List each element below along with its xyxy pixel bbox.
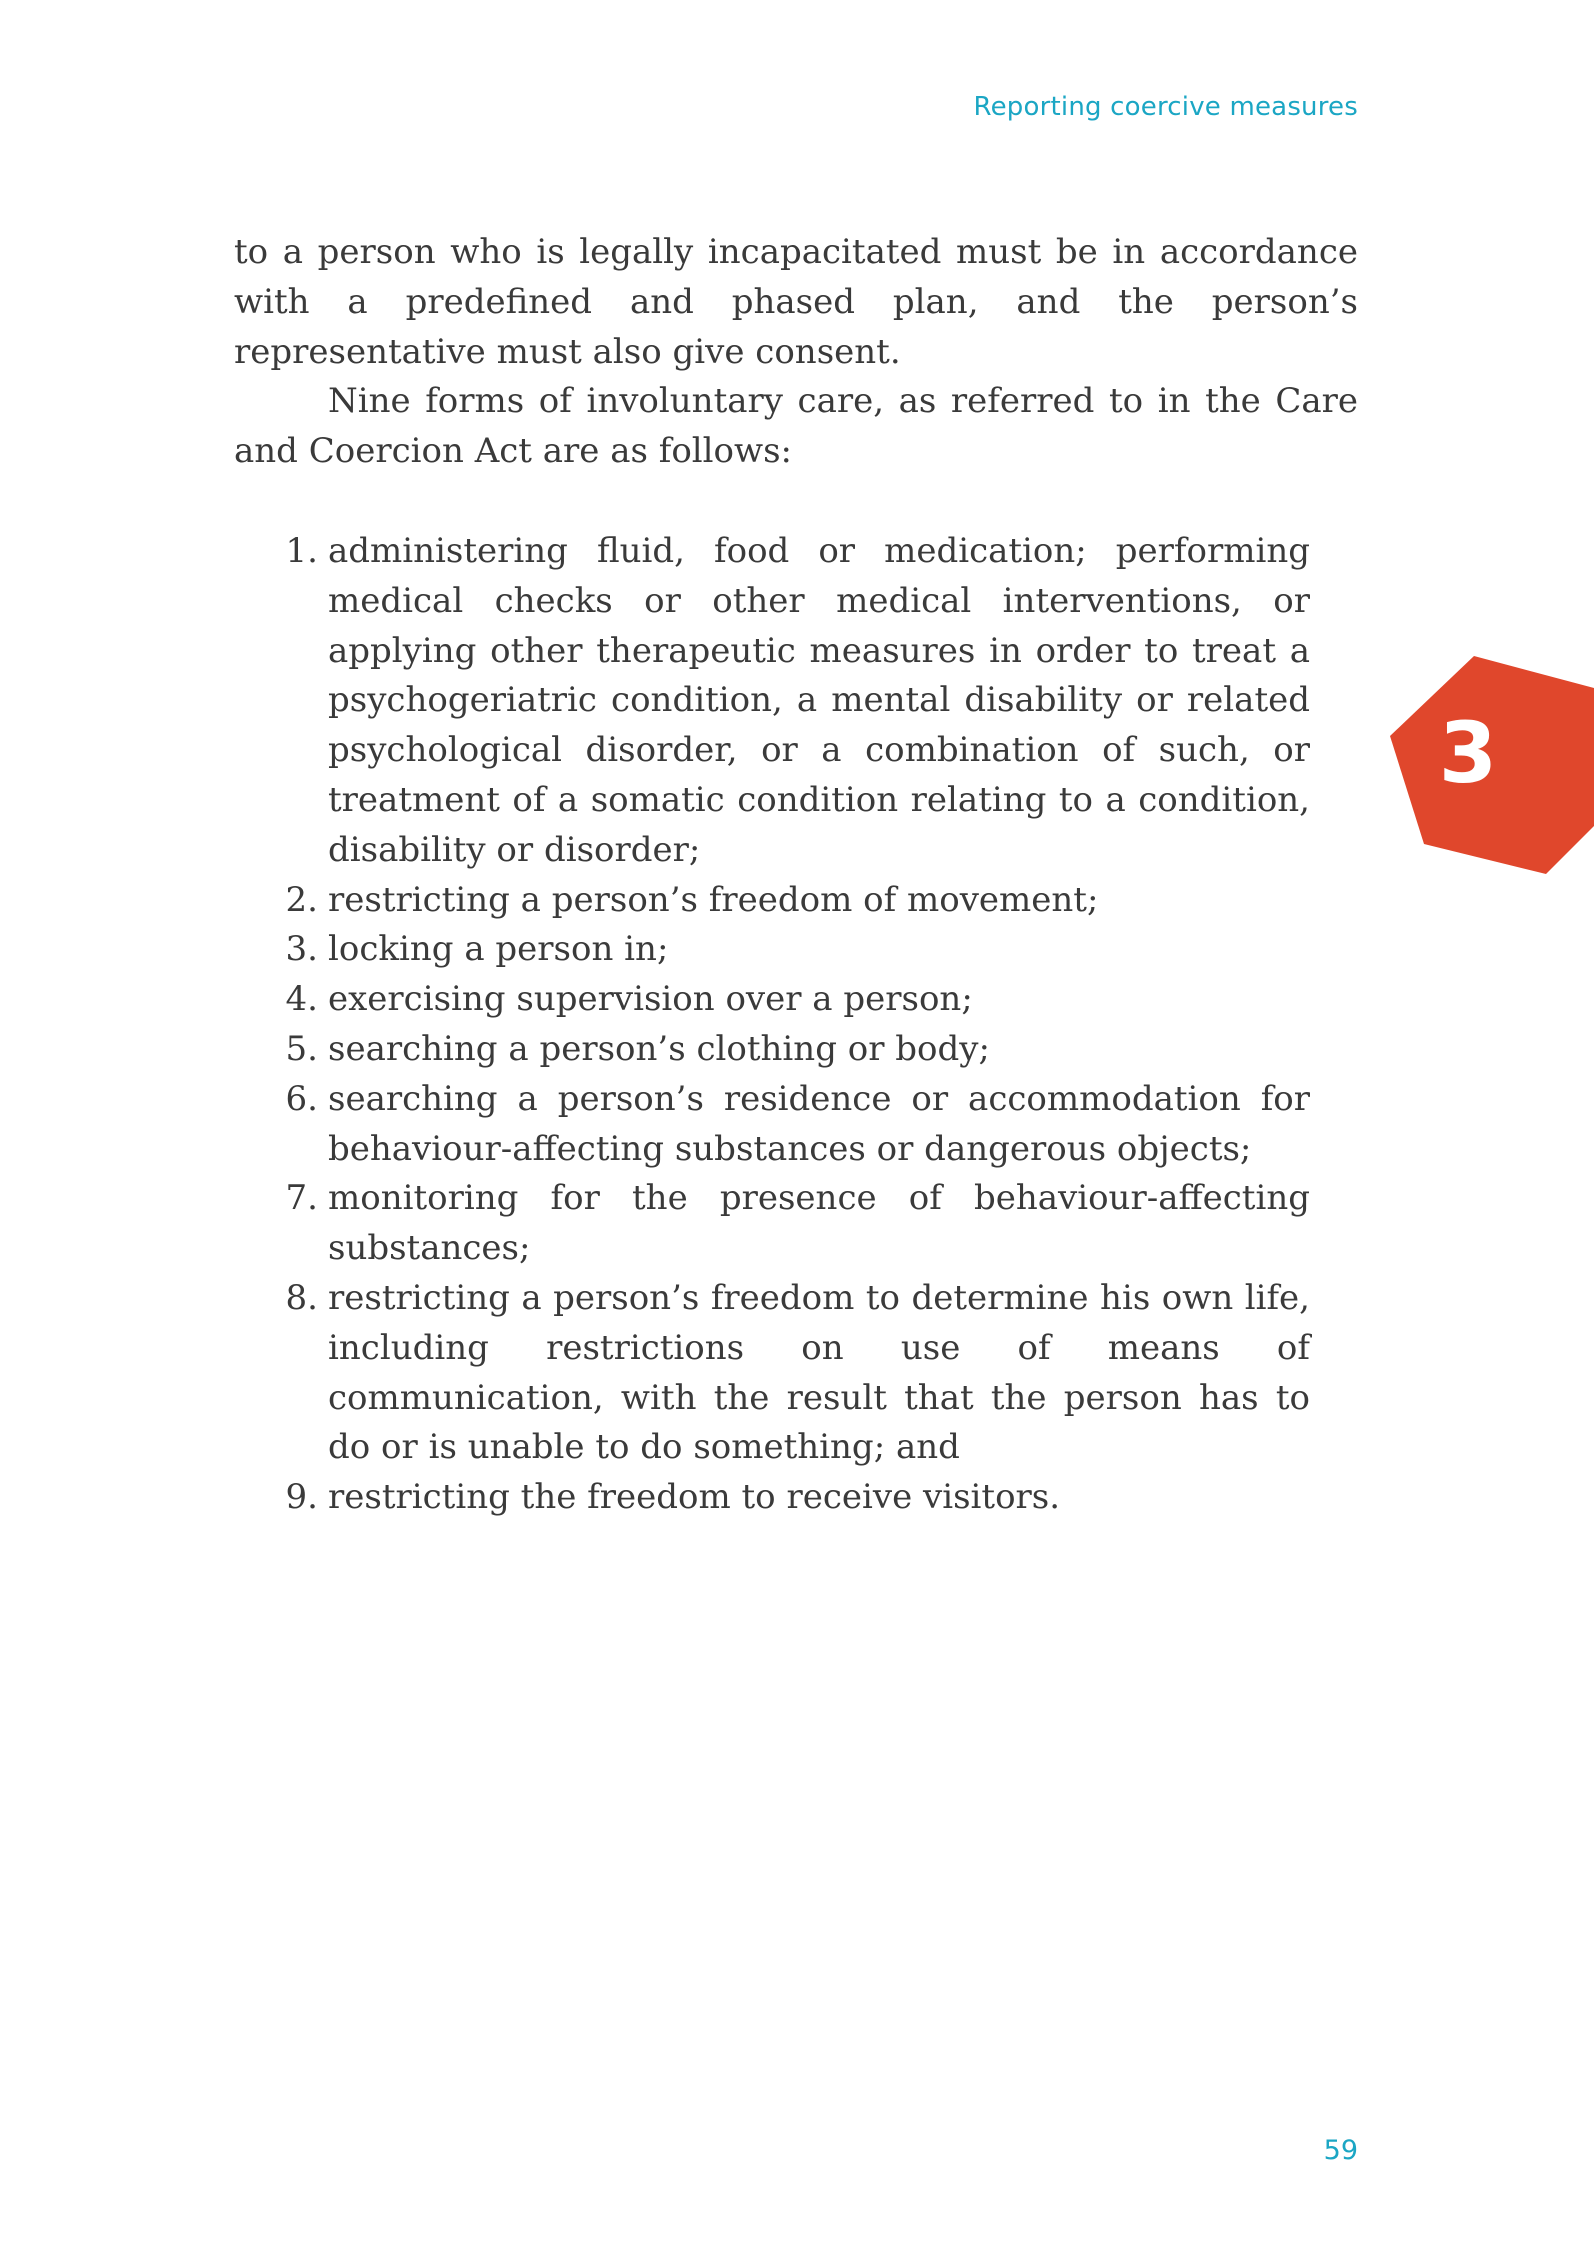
list-item-text: monitoring for the presence of behaviour-affecting substances; <box>328 1178 1310 1269</box>
page-number: 59 <box>1323 2135 1358 2166</box>
list-item <box>280 925 1310 975</box>
chapter-number: 3 <box>1438 704 1498 802</box>
list-item <box>280 1025 1310 1075</box>
continuation-paragraph: to a person who is legally incapacitated must be in accordance with a predefined and phased plan, and the person’s representative must also give consent. <box>234 232 1358 372</box>
chapter-tab <box>1390 656 1594 876</box>
list-item-text: restricting a person’s freedom of movement; <box>328 879 1099 920</box>
list-item-number: 1. <box>285 530 318 571</box>
intro-paragraph: Nine forms of involuntary care, as referred to in the Care and Coercion Act are as follows: <box>234 381 1358 472</box>
list-item-number: 7. <box>285 1178 318 1219</box>
list-item-text: restricting the freedom to receive visitors. <box>328 1477 1061 1518</box>
list-item-text: searching a person’s clothing or body; <box>328 1028 990 1069</box>
list-item <box>280 527 1310 876</box>
list-item-text: exercising supervision over a person; <box>328 979 973 1020</box>
list-item-text: restricting a person’s freedom to determine his own life, including restrictions on use of means of communication, with the result that the person has to do or is unable to do something; and <box>328 1277 1310 1468</box>
list-item <box>280 975 1310 1025</box>
list-item-number: 2. <box>285 879 318 920</box>
list-item-text: searching a person’s residence or accommodation for behaviour-affecting substances or dangerous objects; <box>328 1078 1310 1169</box>
list-item-number: 9. <box>285 1477 318 1518</box>
list-item-number: 4. <box>285 979 318 1020</box>
involuntary-care-list <box>280 527 1310 1523</box>
list-item <box>280 876 1310 926</box>
list-item <box>280 1274 1310 1473</box>
list-item-number: 6. <box>285 1078 318 1119</box>
list-item-number: 3. <box>285 929 318 970</box>
list-item-number: 5. <box>285 1028 318 1069</box>
list-item-text: locking a person in; <box>328 929 669 970</box>
page-body <box>234 228 1358 1523</box>
list-item <box>280 1174 1310 1274</box>
list-item <box>280 1473 1310 1523</box>
list-item-number: 8. <box>285 1277 318 1318</box>
list-item-text: administering fluid, food or medication; performing medical checks or other medical interventions, or applying other therapeutic measures in order to treat a psychogeriatric condition, a mental disability or related psychological disorder, or a combination of such, or treatment of a somatic condition relating to a condition, disability or disorder; <box>328 530 1310 870</box>
running-header: Reporting coercive measures <box>973 92 1358 122</box>
list-item <box>280 1075 1310 1175</box>
